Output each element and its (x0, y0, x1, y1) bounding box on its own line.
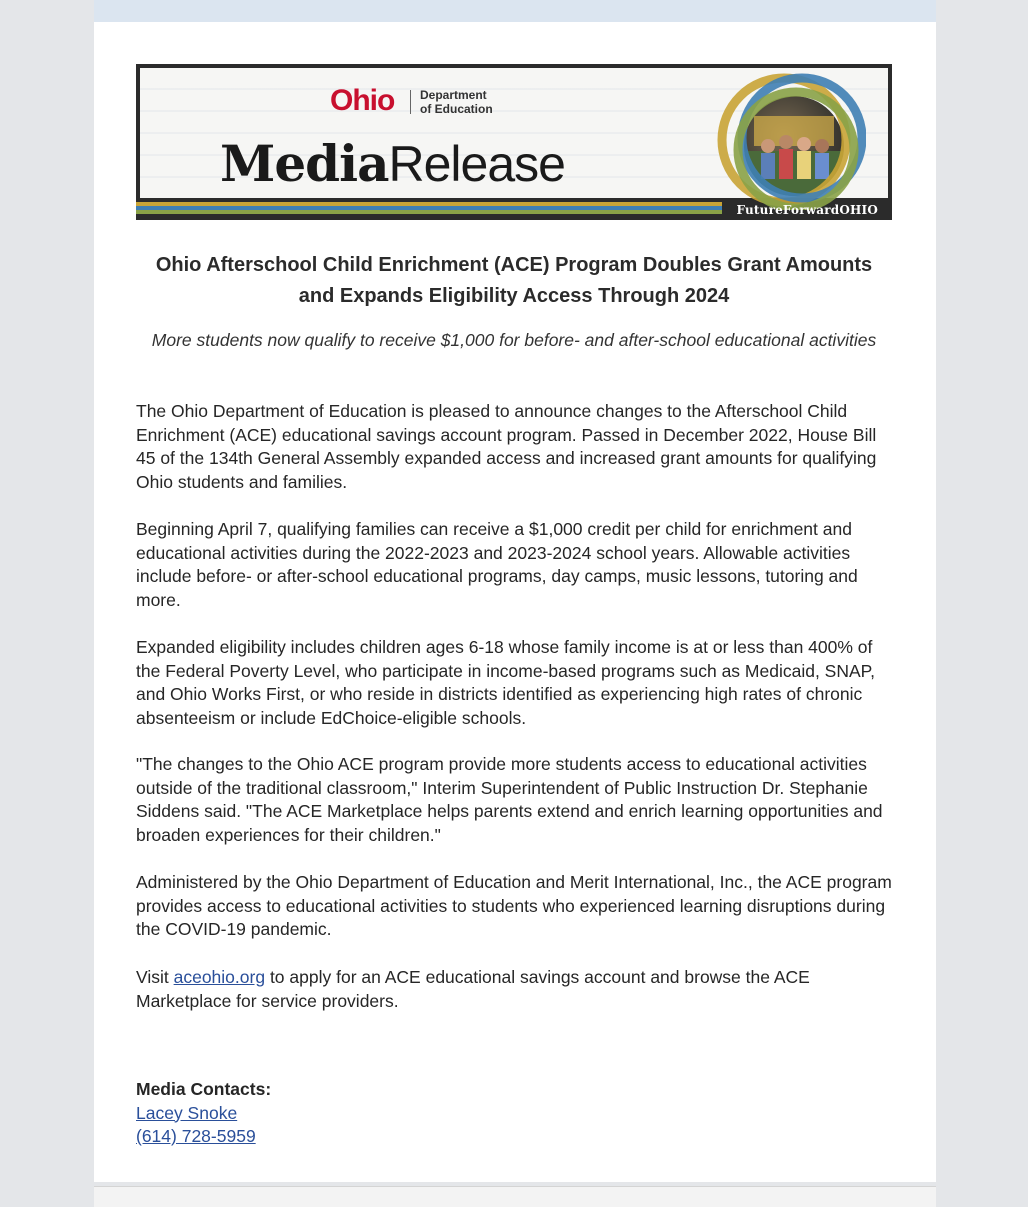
visit-paragraph (136, 966, 896, 1013)
future-forward-tagline: FutureForwardOHIO (736, 203, 878, 217)
media-release-banner (136, 64, 892, 220)
department-name (420, 88, 493, 116)
department-line-1: Department (420, 88, 487, 102)
ohio-logo: Ohio (330, 84, 395, 117)
body-paragraph-5: Administered by the Ohio Department of Education and Merit International, Inc., the ACE program provides access to educational activities to students who experienced learning disruptions during the COVID-19 pandemic. (136, 872, 892, 939)
contact-phone-link[interactable]: (614) 728-5959 (136, 1126, 256, 1146)
media-word: Media (220, 134, 389, 193)
email-top-strip (94, 0, 936, 22)
contact-name-link[interactable]: Lacey Snoke (136, 1102, 238, 1123)
visit-suffix: to apply for an ACE educational savings account and browse the ACE Marketplace for service providers. (136, 967, 810, 1011)
release-subheadline: More students now qualify to receive $1,000 for before- and after-school educational activities (151, 330, 877, 350)
media-contacts-label: Media Contacts: (136, 1079, 272, 1099)
body-paragraph-3: Expanded eligibility includes children ages 6-18 whose family income is at or less than 400% of the Federal Poverty Level, who participate in income-based programs such as Medicaid, SNAP, and Ohio Works First, or who reside in districts identified as experiencing high rates of chronic absenteeism or include EdChoice-eligible schools. (136, 637, 875, 728)
banner-color-stripes (136, 198, 722, 220)
media-release-title (220, 134, 565, 193)
next-email-card-edge (94, 1186, 936, 1207)
banner-paper (140, 68, 888, 198)
visit-prefix: Visit (136, 967, 174, 987)
release-word: Release (388, 136, 565, 192)
aceohio-link[interactable]: aceohio.org (173, 967, 266, 987)
department-line-2: of Education (420, 102, 493, 116)
logo-divider (410, 90, 411, 114)
body-paragraph-4: "The changes to the Ohio ACE program provide more students access to educational activities outside of the traditional classroom," Interim Superintendent of Public Instruction Dr. Stephanie Siddens said. "The ACE Marketplace helps parents extend and enrich learning opportunities and broaden experiences for their children." (136, 754, 883, 845)
body-paragraph-2: Beginning April 7, qualifying families can receive a $1,000 credit per child for enrichment and educational activities during the 2022-2023 and 2023-2024 school years. Allowable activities include before- or after-school educational programs, day camps, music lessons, tutoring and more. (136, 519, 858, 610)
email-body (94, 22, 936, 1182)
body-paragraph-1: The Ohio Department of Education is pleased to announce changes to the Afterschool Child Enrichment (ACE) educational savings account program. Passed in December 2022, House Bill 45 of the 134th General Assembly expanded access and increased grant amounts for qualifying Ohio students and families. (136, 401, 877, 492)
media-contacts (136, 1078, 536, 1149)
future-forward-rings-icon (716, 70, 866, 210)
release-headline: Ohio Afterschool Child Enrichment (ACE) Program Doubles Grant Amounts and Expands Eligibility Access Through 2024 (155, 254, 873, 307)
